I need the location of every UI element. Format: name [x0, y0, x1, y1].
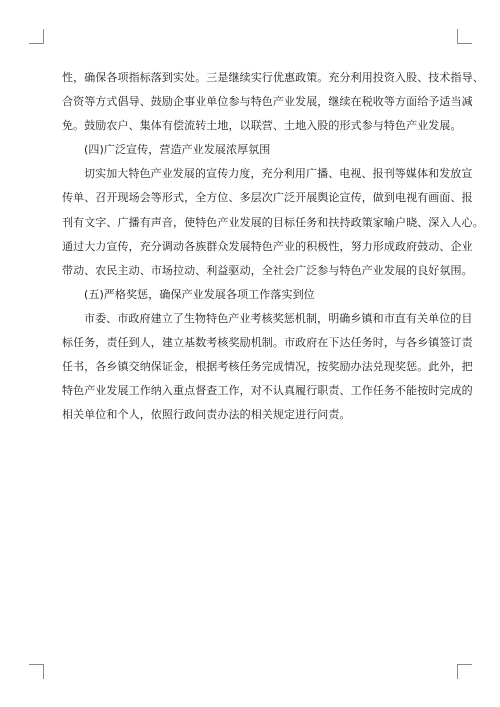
- text-line: 带动、农民主动、市场拉动、利益驱动，全社会广泛参与特色产业发展的良好氛围。: [62, 263, 473, 277]
- text-line: 切实加大特色产业发展的宣传力度，充分利用广播、电视、报刊等媒体和发放宣: [84, 167, 473, 181]
- document-body: [62, 66, 484, 427]
- text-line: 性，确保各项指标落到实处。三是继续实行优惠政策。充分利用投资入股、技术指导、: [62, 71, 484, 84]
- text-line: 刊有文字、广播有声音，使特色产业发展的目标任务和扶持政策家喻户晓、深入人心。: [62, 215, 484, 229]
- text-line: 相关单位和个人，依照行政问责办法的相关规定进行问责。: [62, 408, 351, 422]
- text-line: 标任务，责任到人，建立基数考核奖励机制。市政府在下达任务时，与各乡镇签订责: [62, 336, 473, 350]
- text-line: 传单、召开现场会等形式，全方位、多层次广泛开展舆论宣传，做到电视有画面、报: [62, 191, 473, 205]
- text-line: 特色产业发展工作纳入重点督查工作，对不认真履行职责、工作任务不能按时完成的: [62, 384, 473, 398]
- text-line: 免。鼓励农户、集体有偿流转土地，以联营、土地入股的形式参与特色产业发展。: [62, 119, 462, 133]
- text-line: 市委、市政府建立了生物特色产业考核奖惩机制，明确乡镇和市直有关单位的目: [84, 311, 473, 325]
- section-heading: (五)严格奖惩，确保产业发展各项工作落实到位: [84, 287, 315, 301]
- section-heading: (四)广泛宣传，营造产业发展浓厚氛围: [84, 143, 271, 157]
- crop-mark-bottom-right: [457, 664, 472, 679]
- text-line: 合资等方式倡导、鼓励企事业单位参与特色产业发展，继续在税收等方面给予适当减: [62, 95, 473, 109]
- crop-mark-top-left: [29, 29, 44, 44]
- crop-mark-bottom-left: [29, 664, 44, 679]
- text-line: 任书，各乡镇交纳保证金，根据考核任务完成情况，按奖励办法兑现奖惩。此外，把: [62, 360, 473, 374]
- text-line: 通过大力宣传，充分调动各族群众发展特色产业的积极性，努力形成政府鼓动、企业: [62, 239, 473, 253]
- crop-mark-top-right: [457, 29, 472, 44]
